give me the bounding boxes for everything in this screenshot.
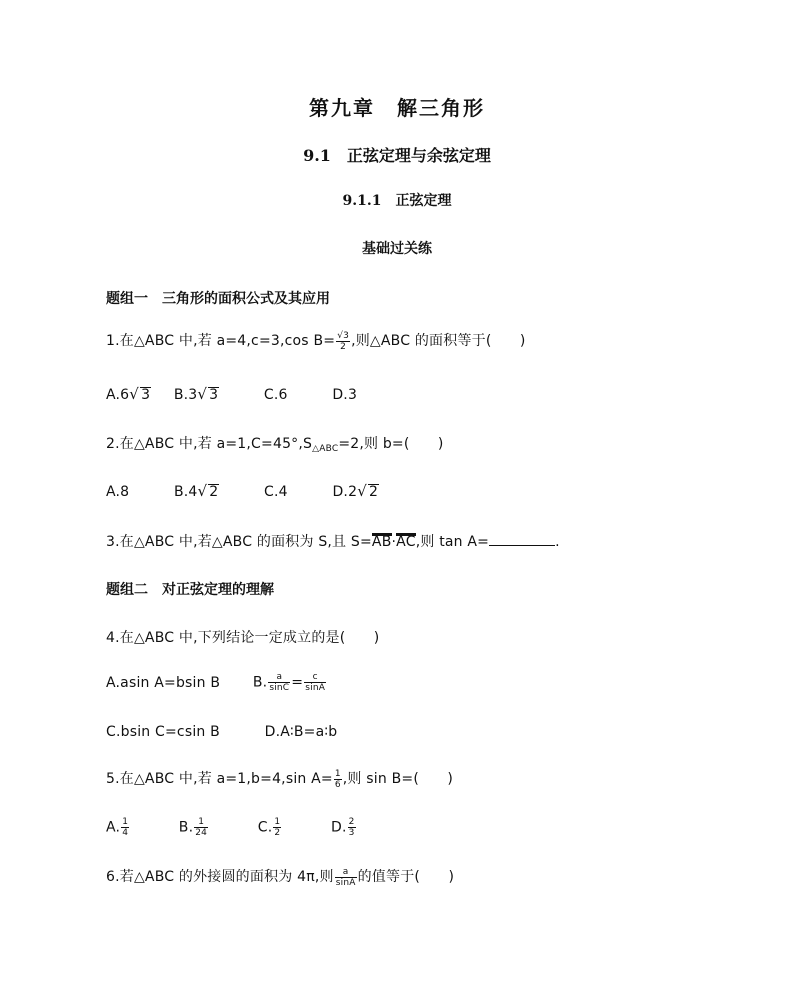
group-1-heading: 题组一 三角形的面积公式及其应用 bbox=[106, 291, 330, 307]
q4-b-fraction-1 bbox=[268, 672, 290, 693]
q4-b-label: B. bbox=[252, 674, 268, 691]
q4-b-den-2: sinA bbox=[305, 683, 326, 693]
q2-d-radical-icon: √ bbox=[357, 482, 367, 500]
q4-option-d: D.A∶B=a∶b bbox=[264, 724, 338, 740]
q5-d-num: 2 bbox=[348, 817, 355, 827]
q4-option-a: A.asin A=bsin B bbox=[106, 674, 221, 691]
q2-options bbox=[106, 482, 379, 500]
question-1 bbox=[106, 330, 526, 352]
q1-b-label: B.3 bbox=[173, 387, 198, 403]
q2-option-a: A.8 bbox=[106, 484, 130, 500]
q2-subscript: △ABC bbox=[312, 444, 339, 454]
q1-b-radicand: 3 bbox=[209, 387, 219, 403]
q3-stem-pre: 3.在△ABC 中,若△ABC 的面积为 S,且 S= bbox=[106, 534, 372, 550]
q6-fraction bbox=[335, 867, 357, 888]
q4-options-cd bbox=[106, 724, 337, 740]
q3-answer-blank bbox=[489, 533, 555, 546]
q1-stem-pre: 1.在△ABC 中,若 a=4,c=3,cos B= bbox=[106, 333, 336, 349]
q5-b-fraction bbox=[194, 817, 208, 838]
q5-stem-post: ,则 sin B=( ) bbox=[342, 771, 454, 787]
q3-vector-ac: AC bbox=[396, 534, 416, 550]
q4-b-equals: = bbox=[291, 674, 304, 691]
q3-dot: · bbox=[391, 534, 397, 550]
section-title: 9.1 正弦定理与余弦定理 bbox=[303, 146, 491, 165]
q5-option-c bbox=[258, 817, 283, 838]
q3-end: . bbox=[555, 534, 560, 550]
q5-d-den: 3 bbox=[348, 828, 355, 838]
q5-b-den: 24 bbox=[195, 828, 208, 838]
q1-a-radical-icon: √ bbox=[129, 385, 140, 403]
q5-c-num: 1 bbox=[274, 817, 281, 827]
q6-stem-pre: 6.若△ABC 的外接圆的面积为 4π,则 bbox=[106, 869, 334, 885]
q2-b-label: B.4 bbox=[173, 484, 198, 500]
question-2 bbox=[106, 433, 444, 454]
q5-a-fraction bbox=[121, 817, 129, 838]
q5-d-label: D. bbox=[331, 819, 347, 836]
q5-frac-num: 1 bbox=[334, 768, 341, 779]
q1-option-a bbox=[106, 385, 151, 403]
q1-stem-post: ,则△ABC 的面积等于( ) bbox=[351, 333, 526, 349]
question-4: 4.在△ABC 中,下列结论一定成立的是( ) bbox=[106, 630, 380, 646]
q5-option-b bbox=[179, 817, 209, 838]
q5-b-label: B. bbox=[178, 819, 194, 836]
q6-stem-post: 的值等于( ) bbox=[357, 869, 455, 885]
q4-b-fraction-2 bbox=[304, 672, 326, 693]
q5-c-den: 2 bbox=[274, 828, 281, 838]
q1-frac-den: 2 bbox=[340, 341, 347, 352]
q5-stem-pre: 5.在△ABC 中,若 a=1,b=4,sin A= bbox=[106, 771, 333, 787]
q1-frac-num: √3 bbox=[337, 330, 350, 341]
q1-a-label: A.6 bbox=[106, 387, 130, 403]
q1-option-b bbox=[174, 385, 219, 403]
q2-option-c: C.4 bbox=[264, 484, 288, 500]
q1-a-radicand: 3 bbox=[141, 387, 151, 403]
q5-frac-den: 6 bbox=[334, 779, 341, 790]
q4-b-num-2: c bbox=[304, 672, 326, 683]
q5-b-num: 1 bbox=[194, 817, 208, 828]
subsection-title: 9.1.1 正弦定理 bbox=[342, 193, 452, 209]
question-5 bbox=[106, 768, 453, 790]
q2-b-radicand: 2 bbox=[209, 484, 219, 500]
q2-d-label: D.2 bbox=[332, 484, 358, 500]
question-3 bbox=[106, 531, 560, 551]
q2-stem-post: =2,则 b=( ) bbox=[338, 436, 444, 452]
question-6 bbox=[106, 866, 454, 888]
q2-stem-pre: 2.在△ABC 中,若 a=1,C=45°,S bbox=[106, 436, 313, 452]
chapter-title: 第九章 解三角形 bbox=[309, 96, 485, 120]
q2-b-radical-icon: √ bbox=[197, 482, 208, 500]
q5-c-label: C. bbox=[257, 819, 273, 836]
q4-b-den-1: sinC bbox=[269, 683, 290, 693]
q5-a-num: 1 bbox=[122, 817, 129, 827]
q2-option-b bbox=[174, 482, 219, 500]
q5-c-fraction bbox=[273, 817, 281, 838]
exercise-subtitle: 基础过关练 bbox=[362, 241, 432, 257]
q3-vector-ab: AB bbox=[371, 534, 392, 550]
q5-options bbox=[106, 817, 357, 838]
q5-option-d bbox=[331, 817, 357, 838]
q5-a-label: A. bbox=[106, 819, 121, 836]
q4-option-c: C.bsin C=csin B bbox=[106, 724, 220, 740]
q5-d-fraction bbox=[348, 817, 356, 838]
q5-a-den: 4 bbox=[122, 828, 129, 838]
q1-b-radical-icon: √ bbox=[197, 385, 208, 403]
q2-option-d bbox=[332, 482, 379, 500]
q4-option-b bbox=[253, 672, 327, 693]
q6-frac-den: sinA bbox=[335, 877, 356, 888]
q1-fraction bbox=[336, 331, 350, 352]
q5-option-a bbox=[106, 817, 130, 838]
q6-frac-num: a bbox=[335, 867, 357, 878]
q1-options bbox=[106, 385, 357, 403]
group-2-heading: 题组二 对正弦定理的理解 bbox=[106, 582, 274, 598]
q4-b-num-1: a bbox=[268, 672, 290, 683]
q2-d-radicand: 2 bbox=[368, 484, 379, 500]
q5-fraction bbox=[334, 769, 342, 790]
q1-option-d: D.3 bbox=[332, 387, 358, 403]
q4-options-ab bbox=[106, 672, 327, 693]
q1-option-c: C.6 bbox=[263, 387, 288, 403]
q3-stem-post: ,则 tan A= bbox=[415, 534, 490, 550]
